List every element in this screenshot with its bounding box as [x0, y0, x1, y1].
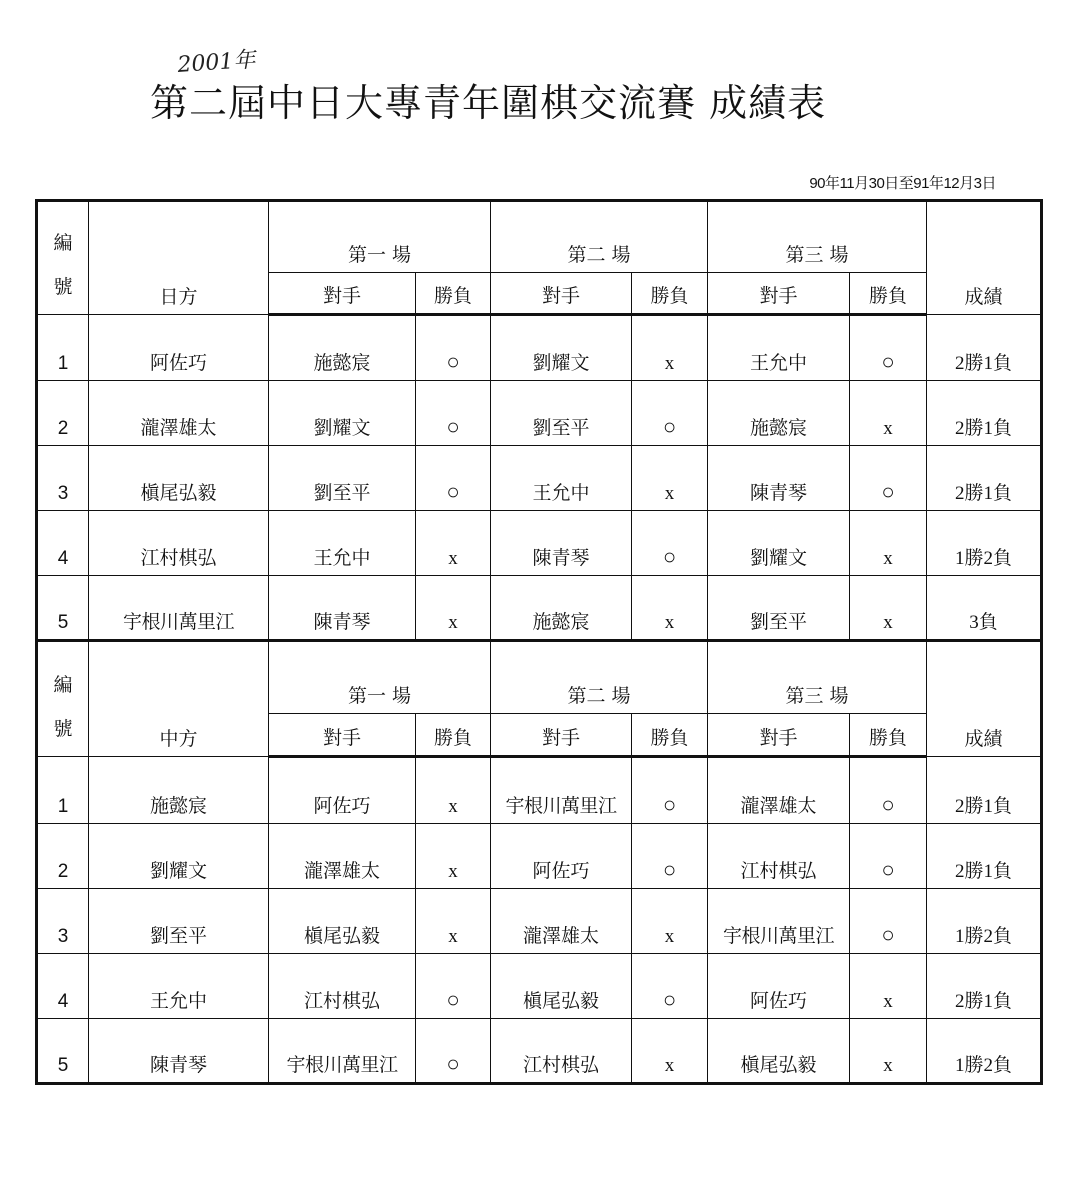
game1-result: ○: [416, 954, 491, 1019]
game2-result: x: [632, 576, 708, 641]
game3-result: ○: [850, 757, 927, 824]
player-score: 1勝2負: [927, 1019, 1042, 1084]
game2-opponent: 瀧澤雄太: [491, 889, 632, 954]
player-row: [37, 511, 1042, 576]
game3-opponent: 劉至平: [708, 576, 850, 641]
game2-header: 第二 場: [491, 201, 708, 273]
game2-opponent: 施懿宸: [491, 576, 632, 641]
score-header: 成績: [927, 641, 1042, 757]
result-header: 勝負: [416, 714, 491, 757]
game1-result: ○: [416, 446, 491, 511]
date-range: 90年11月30日至91年12月3日: [809, 175, 996, 192]
china-section: [37, 641, 1042, 1084]
game1-opponent: 施懿宸: [269, 315, 416, 381]
game2-result: ○: [632, 954, 708, 1019]
opponent-header: 對手: [269, 714, 416, 757]
game3-header: 第三 場: [708, 201, 927, 273]
player-name: 槇尾弘毅: [89, 446, 269, 511]
player-score: 2勝1負: [927, 315, 1042, 381]
player-score: 3負: [927, 576, 1042, 641]
opponent-header: 對手: [491, 273, 632, 315]
game2-result: x: [632, 889, 708, 954]
game2-result: ○: [632, 511, 708, 576]
code-header-bottom: 號: [53, 718, 73, 740]
code-header: [37, 201, 89, 315]
code-header-top: 編: [53, 232, 73, 254]
result-header: 勝負: [850, 714, 927, 757]
player-row: [37, 1019, 1042, 1084]
game3-result: x: [850, 511, 927, 576]
page-title: 第二屆中日大專青年圍棋交流賽 成績表: [150, 81, 827, 125]
game1-opponent: 劉至平: [269, 446, 416, 511]
game2-result: x: [632, 446, 708, 511]
player-name: 阿佐巧: [89, 315, 269, 381]
game3-opponent: 阿佐巧: [708, 954, 850, 1019]
game3-opponent: 瀧澤雄太: [708, 757, 850, 824]
game1-header: 第一 場: [269, 201, 491, 273]
game3-header: 第三 場: [708, 641, 927, 714]
game3-opponent: 王允中: [708, 315, 850, 381]
player-name: 劉耀文: [89, 824, 269, 889]
code-header-bottom: 號: [53, 276, 73, 298]
game2-opponent: 王允中: [491, 446, 632, 511]
game3-result: x: [850, 1019, 927, 1084]
game1-opponent: 瀧澤雄太: [269, 824, 416, 889]
game1-opponent: 阿佐巧: [269, 757, 416, 824]
player-number: 5: [37, 576, 89, 641]
player-score: 2勝1負: [927, 381, 1042, 446]
game3-result: x: [850, 954, 927, 1019]
player-number: 2: [37, 824, 89, 889]
player-number: 3: [37, 889, 89, 954]
game2-result: ○: [632, 381, 708, 446]
results-table: [35, 199, 1043, 1085]
game2-result: x: [632, 315, 708, 381]
game2-opponent: 槇尾弘毅: [491, 954, 632, 1019]
game1-result: x: [416, 824, 491, 889]
player-number: 2: [37, 381, 89, 446]
player-row: [37, 757, 1042, 824]
opponent-header: 對手: [491, 714, 632, 757]
player-score: 2勝1負: [927, 824, 1042, 889]
game3-opponent: 江村棋弘: [708, 824, 850, 889]
game1-header: 第一 場: [269, 641, 491, 714]
game1-opponent: 宇根川萬里江: [269, 1019, 416, 1084]
player-number: 5: [37, 1019, 89, 1084]
score-header: 成績: [927, 201, 1042, 315]
result-header: 勝負: [632, 714, 708, 757]
player-row: [37, 576, 1042, 641]
player-name: 江村棋弘: [89, 511, 269, 576]
player-name: 陳青琴: [89, 1019, 269, 1084]
opponent-header: 對手: [708, 714, 850, 757]
game1-opponent: 劉耀文: [269, 381, 416, 446]
game2-result: x: [632, 1019, 708, 1084]
player-name: 宇根川萬里江: [89, 576, 269, 641]
game3-opponent: 槇尾弘毅: [708, 1019, 850, 1084]
player-number: 3: [37, 446, 89, 511]
player-row: [37, 315, 1042, 381]
game1-result: ○: [416, 1019, 491, 1084]
game3-opponent: 劉耀文: [708, 511, 850, 576]
game3-opponent: 施懿宸: [708, 381, 850, 446]
player-score: 2勝1負: [927, 446, 1042, 511]
player-score: 1勝2負: [927, 511, 1042, 576]
opponent-header: 對手: [269, 273, 416, 315]
player-row: [37, 446, 1042, 511]
handwritten-year-text: 2001年: [176, 47, 257, 78]
game2-header: 第二 場: [491, 641, 708, 714]
player-score: 1勝2負: [927, 889, 1042, 954]
player-number: 1: [37, 315, 89, 381]
game1-result: x: [416, 757, 491, 824]
game1-result: x: [416, 576, 491, 641]
game2-opponent: 劉至平: [491, 381, 632, 446]
result-header: 勝負: [632, 273, 708, 315]
result-header: 勝負: [416, 273, 491, 315]
game1-opponent: 槇尾弘毅: [269, 889, 416, 954]
game1-opponent: 陳青琴: [269, 576, 416, 641]
result-header: 勝負: [850, 273, 927, 315]
player-number: 4: [37, 511, 89, 576]
game3-result: x: [850, 381, 927, 446]
game1-opponent: 江村棋弘: [269, 954, 416, 1019]
game3-opponent: 宇根川萬里江: [708, 889, 850, 954]
game2-opponent: 阿佐巧: [491, 824, 632, 889]
game1-opponent: 王允中: [269, 511, 416, 576]
game1-result: x: [416, 511, 491, 576]
japan-side-header: 日方: [89, 201, 269, 315]
player-name: 王允中: [89, 954, 269, 1019]
japan-section: [37, 201, 1042, 641]
game3-result: ○: [850, 889, 927, 954]
player-row: [37, 889, 1042, 954]
player-score: 2勝1負: [927, 757, 1042, 824]
china-side-header: 中方: [89, 641, 269, 757]
game2-opponent: 陳青琴: [491, 511, 632, 576]
player-row: [37, 824, 1042, 889]
game2-opponent: 宇根川萬里江: [491, 757, 632, 824]
player-name: 瀧澤雄太: [89, 381, 269, 446]
player-name: 施懿宸: [89, 757, 269, 824]
game3-result: ○: [850, 824, 927, 889]
game1-result: ○: [416, 381, 491, 446]
code-header: [37, 641, 89, 757]
code-header-top: 編: [53, 674, 73, 696]
player-row: [37, 954, 1042, 1019]
game2-opponent: 劉耀文: [491, 315, 632, 381]
player-number: 1: [37, 757, 89, 824]
player-row: [37, 381, 1042, 446]
player-name: 劉至平: [89, 889, 269, 954]
game3-opponent: 陳青琴: [708, 446, 850, 511]
game2-result: ○: [632, 824, 708, 889]
game1-result: x: [416, 889, 491, 954]
opponent-header: 對手: [708, 273, 850, 315]
game3-result: ○: [850, 446, 927, 511]
game2-opponent: 江村棋弘: [491, 1019, 632, 1084]
player-number: 4: [37, 954, 89, 1019]
game2-result: ○: [632, 757, 708, 824]
game1-result: ○: [416, 315, 491, 381]
player-score: 2勝1負: [927, 954, 1042, 1019]
game3-result: ○: [850, 315, 927, 381]
game3-result: x: [850, 576, 927, 641]
